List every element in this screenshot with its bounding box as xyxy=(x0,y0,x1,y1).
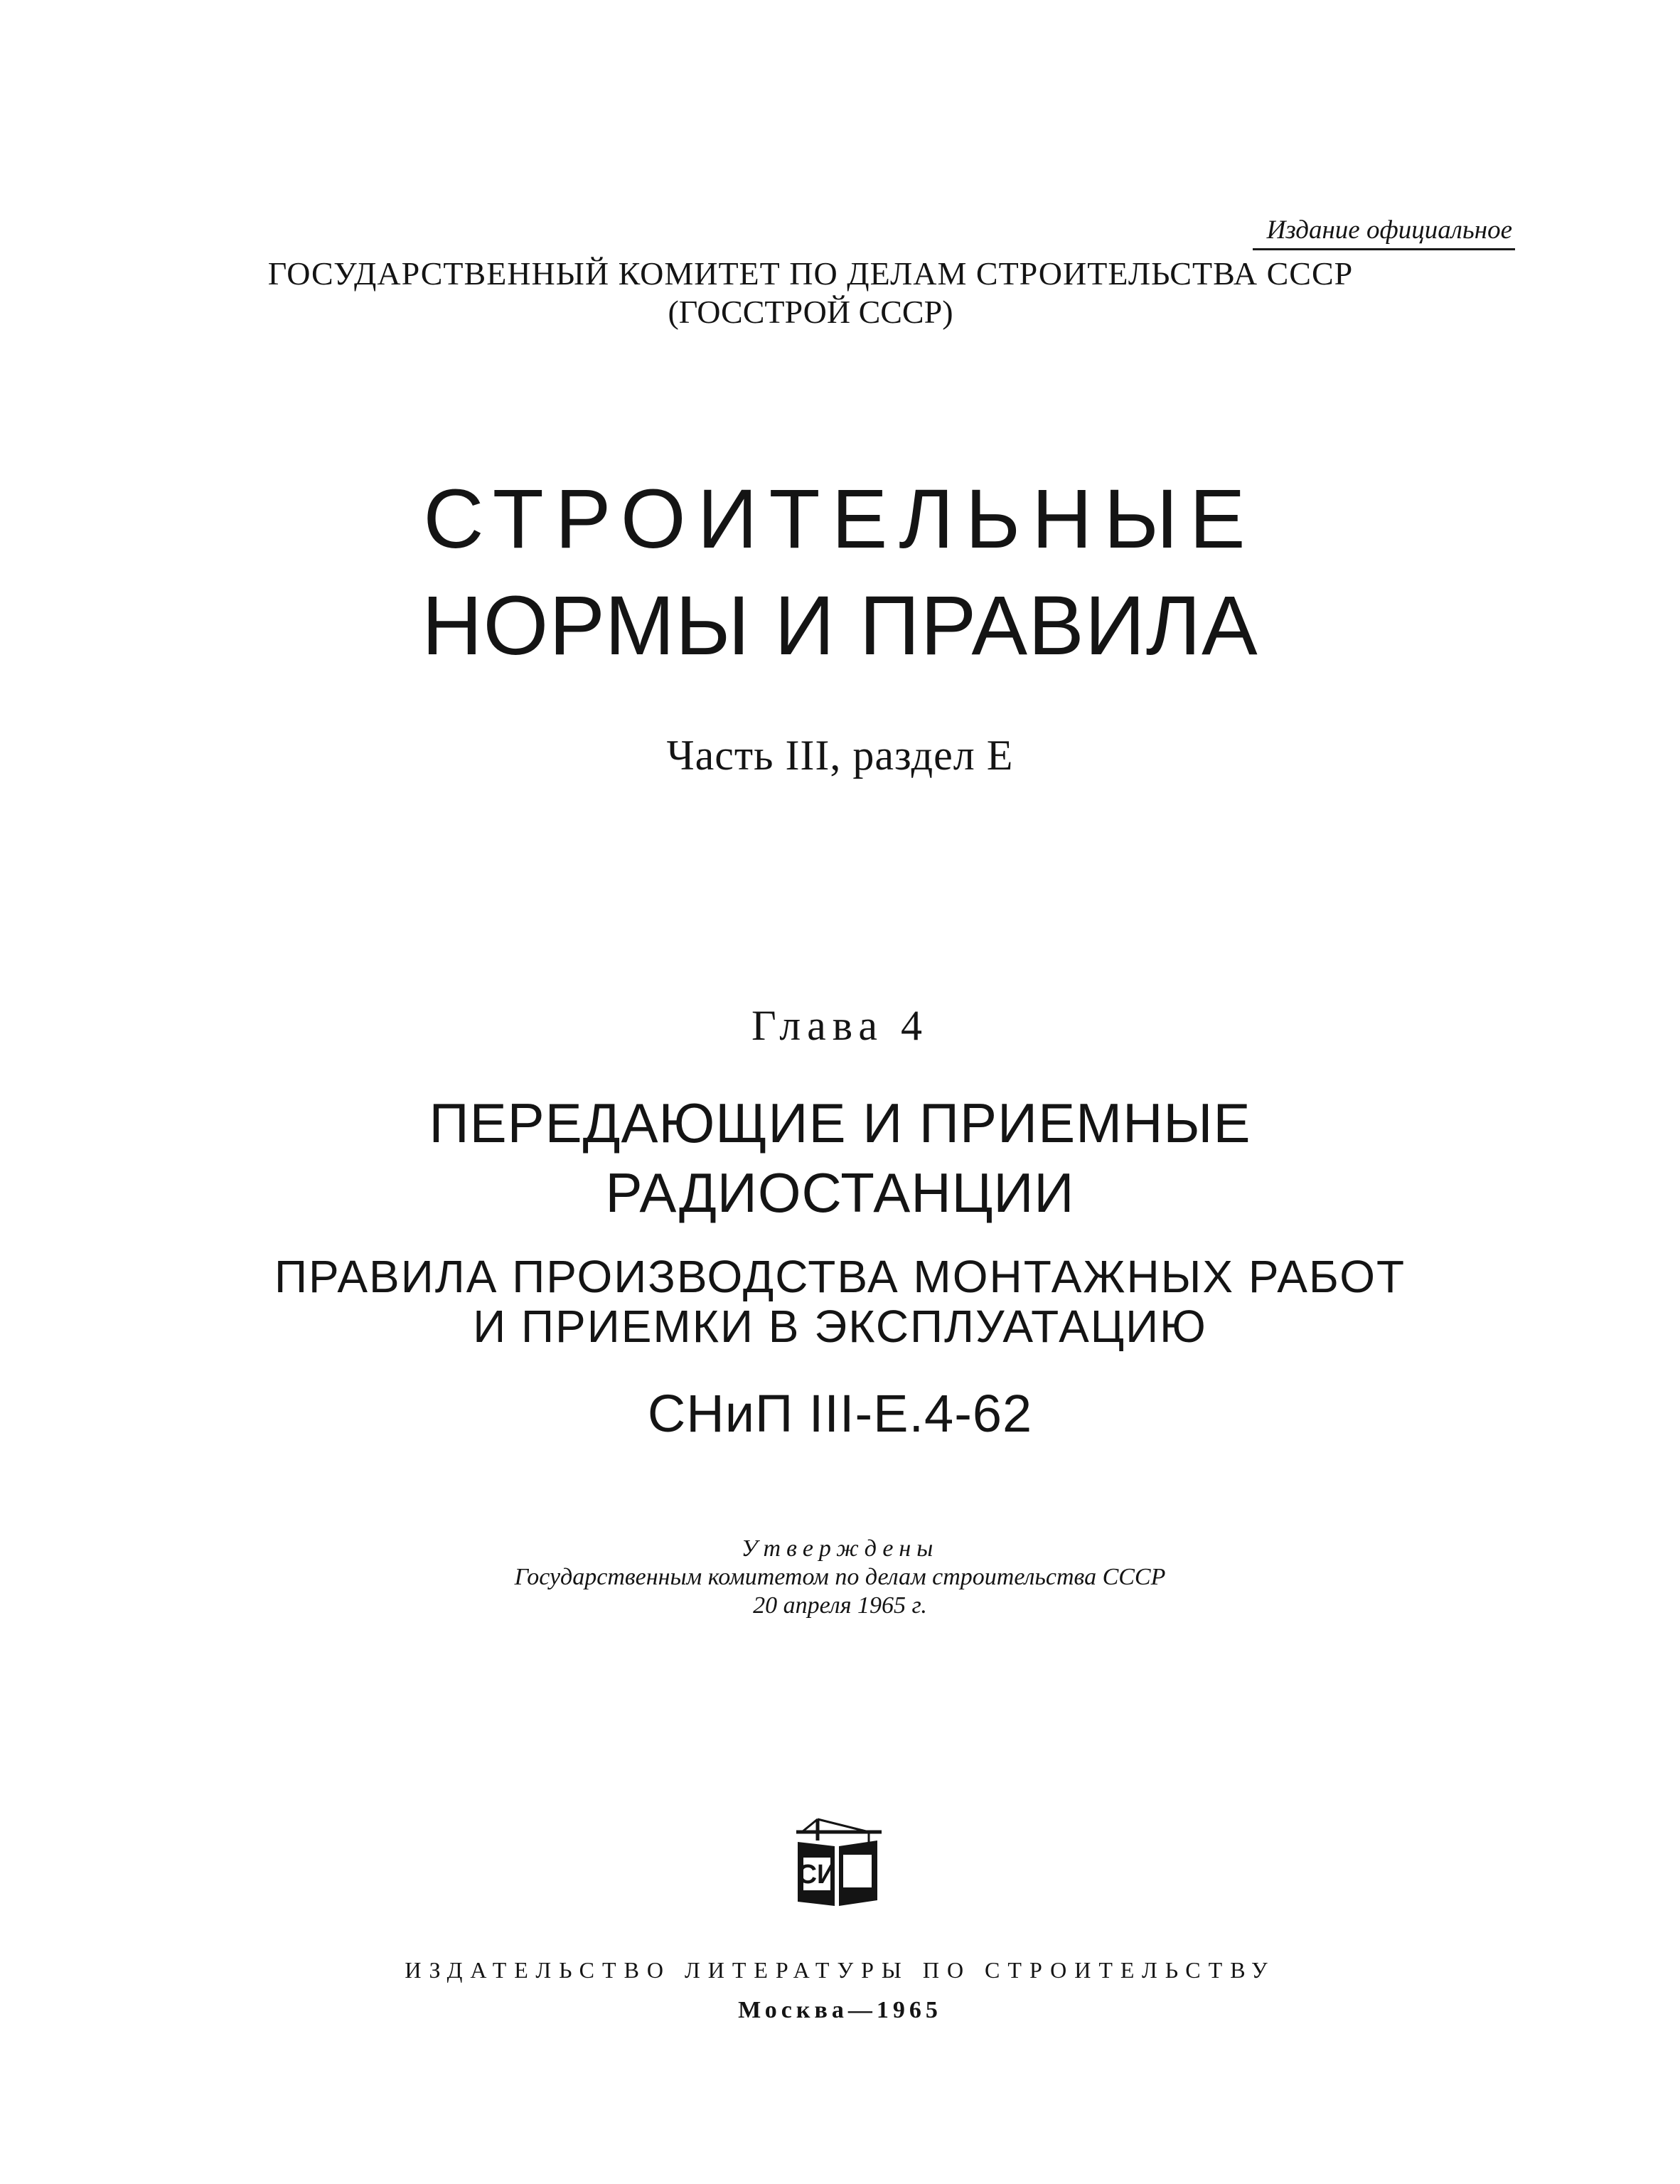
approval-note xyxy=(0,1535,1680,1620)
approval-line-3: 20 апреля 1965 г. xyxy=(753,1592,927,1619)
publisher-name: ИЗДАТЕЛЬСТВО ЛИТЕРАТУРЫ ПО СТРОИТЕЛЬСТВУ xyxy=(405,1957,1275,1983)
publication-city-year: Москва—1965 xyxy=(738,1997,942,2023)
document-title xyxy=(0,466,1680,679)
rules-line-1: ПРАВИЛА ПРОИЗВОДСТВА МОНТАЖНЫХ РАБОТ xyxy=(274,1251,1406,1302)
chapter-number: Глава 4 xyxy=(751,1002,929,1049)
approval-line-1: Утверждены xyxy=(741,1535,939,1562)
title-line-1: СТРОИТЕЛЬНЫЕ xyxy=(423,472,1257,566)
rules-title xyxy=(0,1252,1680,1351)
approval-line-2: Государственным комитетом по делам строительства СССР xyxy=(514,1564,1166,1590)
document-code: СНиП III-Е.4-62 xyxy=(647,1384,1033,1443)
subject-line-1: ПЕРЕДАЮЩИЕ И ПРИЕМНЫЕ xyxy=(429,1092,1251,1154)
chapter-subject xyxy=(0,1088,1680,1227)
title-line-2: НОРМЫ И ПРАВИЛА xyxy=(422,579,1258,673)
logo-letter-s: СИ xyxy=(797,1860,837,1890)
committee-header xyxy=(213,255,1408,331)
committee-name: ГОСУДАРСТВЕННЫЙ КОМИТЕТ ПО ДЕЛАМ СТРОИТЕЛЬСТВА СССР xyxy=(267,255,1354,292)
committee-abbreviation: (ГОССТРОЙ СССР) xyxy=(668,294,953,330)
subject-line-2: РАДИОСТАНЦИИ xyxy=(605,1161,1075,1224)
publisher-logo-icon xyxy=(789,1812,889,1912)
part-section: Часть III, раздел Е xyxy=(666,732,1014,779)
rules-line-2: И ПРИЕМКИ В ЭКСПЛУАТАЦИЮ xyxy=(473,1301,1207,1352)
edition-note: Издание официальное xyxy=(1253,215,1515,250)
